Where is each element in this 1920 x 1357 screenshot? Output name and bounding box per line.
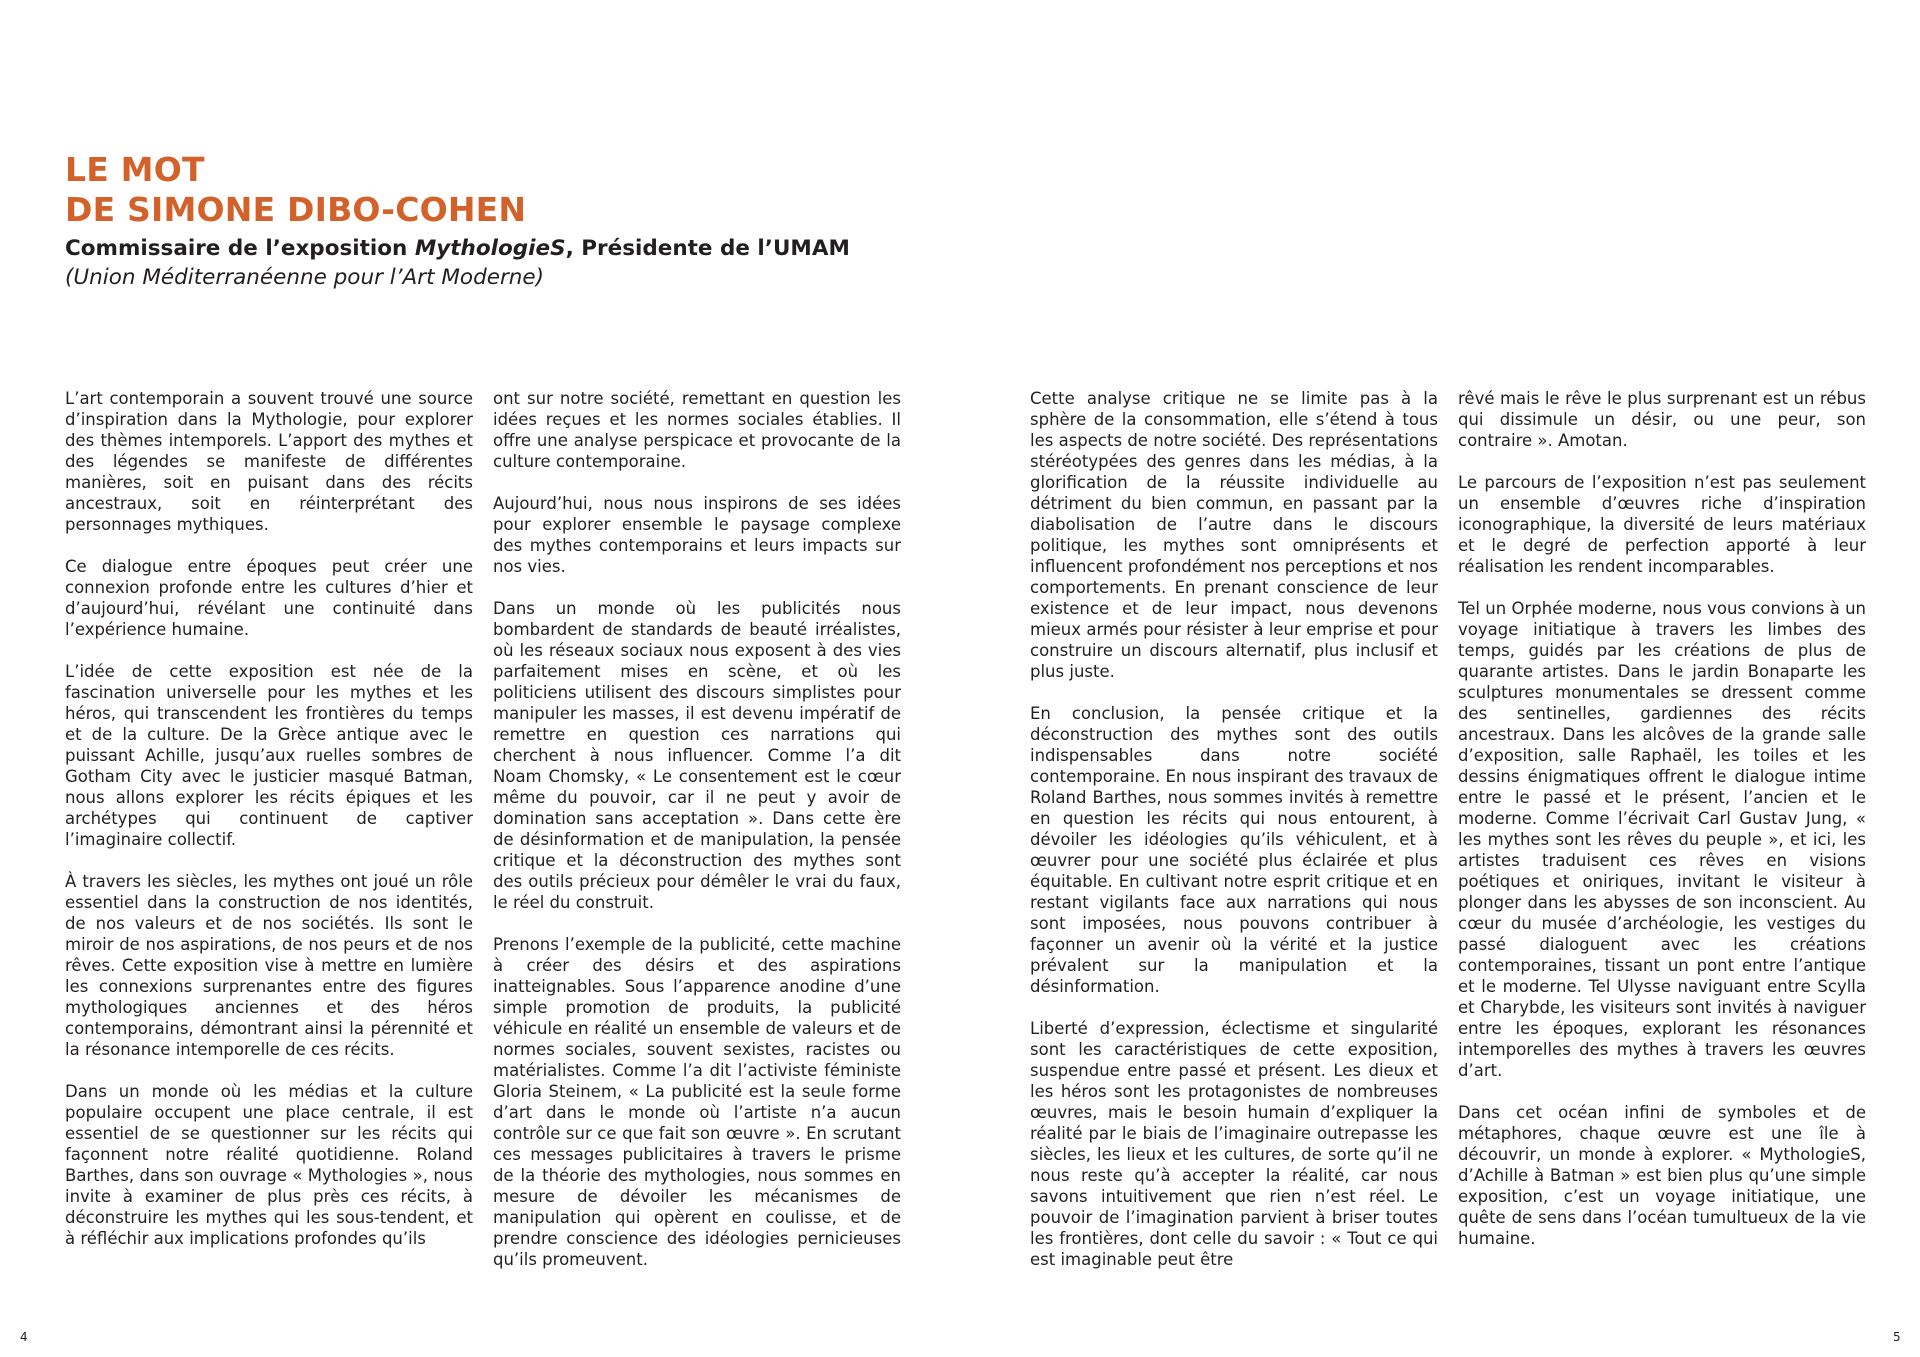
paragraph: En conclusion, la pensée critique et la déconstruction des mythes sont des outils indispensables dans notre société contemporaine. En nous inspirant des travaux de Roland Barthes, nous sommes invités à remettre en question les récits qui nous entourent, à dévoiler les idéologies qu’ils véhiculent, et à œuvrer pour une société plus éclairée et plus équitable. En cultivant notre esprit critique et en restant vigilants face aux narrations qui nous sont imposées, nous pouvons contribuer à façonner un avenir où la vérité et la justice prévalent sur la manipulation et la désinformation.: [1030, 704, 1439, 996]
text-column-3: [1030, 388, 1438, 1291]
paragraph: L’idée de cette exposition est née de la fascination universelle pour les mythes et les héros, qui transcendent les frontières du temps et de la culture. De la Grèce antique avec le puissant Achille, jusqu’aux ruelles sombres de Gotham City avec le justicier masqué Batman, nous allons explorer les récits épiques et les archétypes qui continuent de captiver l’imaginaire collectif.: [65, 662, 473, 849]
text-column-2: [493, 388, 901, 1291]
exhibition-name: MythologieS: [414, 236, 566, 261]
text-column-1: [65, 388, 473, 1270]
title-line-1: LE MOT: [65, 150, 205, 189]
paragraph: ont sur notre société, remettant en question les idées reçues et les normes sociales établies. Il offre une analyse perspicace et provocante de la culture contemporaine.: [493, 389, 901, 471]
paragraph: Dans un monde où les médias et la culture populaire occupent une place centrale, il est essentiel de se questionner sur les récits qui façonnent notre réalité quotidienne. Roland Barthes, dans son ouvrage « Mythologies », nous invite à examiner de plus près ces récits, à déconstruire les mythes qui les sous-tendent, et à réfléchir aux implications profondes qu’ils: [65, 1082, 473, 1248]
title-line-2: DE SIMONE DIBO-COHEN: [65, 190, 527, 229]
paragraph: Prenons l’exemple de la publicité, cette machine à créer des désirs et des aspirations inatteignables. Sous l’apparence anodine d’une simple promotion de produits, la publicité véhicule en réalité un ensemble de valeurs et de normes sociales, souvent sexistes, racistes ou matérialistes. Comme l’a dit l’activiste féministe Gloria Steinem, « La publicité est la seule forme d’art dans le monde où l’artiste n’a aucun contrôle sur ce que fait son œuvre ». En scrutant ces messages publicitaires à travers le prisme de la théorie des mythologies, nous sommes en mesure de dévoiler les mécanismes de manipulation qui opèrent en coulisse, et de prendre conscience des idéologies pernicieuses qu’ils promeuvent.: [493, 935, 901, 1269]
author-role: [65, 234, 850, 263]
paragraph: À travers les siècles, les mythes ont joué un rôle essentiel dans la construction de nos identités, de nos valeurs et de nos sociétés. Ils sont le miroir de nos aspirations, de nos peurs et de nos rêves. Cette exposition vise à mettre en lumière les connexions surprenantes entre des figures mythologiques anciennes et des héros contemporains, démontrant ainsi la pérennité et la résonance intemporelle de ces récits.: [65, 872, 473, 1059]
paragraph: Dans un monde où les publicités nous bombardent de standards de beauté irréalistes, où les réseaux sociaux nous exposent à des vies parfaitement mises en scène, et où les politiciens utilisent des discours simplistes pour manipuler les masses, il est devenu impératif de remettre en question ces narrations qui cherchent à nous influencer. Comme l’a dit Noam Chomsky, « Le consentement est le cœur même du pouvoir, car il ne peut y avoir de domination sans acceptation ». Dans cette ère de désinformation et de manipulation, la pensée critique et la déconstruction des mythes sont des outils précieux pour démêler le vrai du faux, le réel du construit.: [493, 599, 901, 912]
paragraph: Le parcours de l’exposition n’est pas seulement un ensemble d’œuvres riche d’inspiration iconographique, la diversité de leurs matériaux et le degré de perfection apporté à leur réalisation les rendent incomparables.: [1458, 473, 1866, 576]
organization-full-name: (Union Méditerranéenne pour l’Art Moderne): [65, 265, 545, 290]
page-number-left: 4: [20, 1330, 28, 1344]
paragraph: Liberté d’expression, éclectisme et singularité sont les caractéristiques de cette exposition, suspendue entre passé et présent. Les dieux et les héros sont les protagonistes de nombreuses œuvres, mais le besoin humain d’expliquer la réalité par le biais de l’imaginaire outrepasse les siècles, les lieux et les cultures, de sorte qu’il ne nous reste qu’à accepter la réalité, car nous savons intuitivement que rien n’est réel. Le pouvoir de l’imagination parvient à briser toutes les frontières, dont celle du savoir : « Tout ce qui est imaginable peut être: [1030, 1019, 1438, 1269]
article-heading: [65, 150, 850, 292]
paragraph: L’art contemporain a souvent trouvé une source d’inspiration dans la Mythologie, pour explorer des thèmes intemporels. L’apport des mythes et des légendes se manifeste de différentes manières, soit en puisant dans des récits ancestraux, soit en réinterprétant des personnages mythiques.: [65, 389, 473, 534]
paragraph: Aujourd’hui, nous nous inspirons de ses idées pour explorer ensemble le paysage complexe des mythes contemporains et leurs impacts sur nos vies.: [493, 494, 901, 576]
page-number-right: 5: [1893, 1330, 1901, 1344]
subtitle-prefix: Commissaire de l’exposition: [65, 236, 415, 261]
subtitle-suffix: , Présidente de l’UMAM: [565, 236, 850, 261]
page-title: [65, 150, 850, 230]
paragraph: Ce dialogue entre époques peut créer une connexion profonde entre les cultures d’hier et d’aujourd’hui, révélant une continuité dans l’expérience humaine.: [65, 557, 473, 639]
paragraph: Tel un Orphée moderne, nous vous convions à un voyage initiatique à travers les limbes des temps, guidés par les créations de plus de quarante artistes. Dans le jardin Bonaparte les sculptures monumentales se dressent comme des sentinelles, gardiennes des récits ancestraux. Dans les alcôves de la grande salle d’exposition, salle Raphaël, les toiles et les dessins énigmatiques offrent le dialogue intime entre le passé et le présent, l’ancien et le moderne. Comme l’écrivait Carl Gustav Jung, « les mythes sont les rêves du peuple », et ici, les artistes traduisent ces rêves en visions poétiques et oniriques, invitant le visiteur à plonger dans les abysses de son inconscient. Au cœur du musée d’archéologie, les vestiges du passé dialoguent avec les créations contemporaines, tissant un pont entre l’antique et le moderne. Tel Ulysse naviguant entre Scylla et Charybde, les visiteurs sont invités à naviguer entre les époques, explorant les résonances intemporelles des mythes à travers les œuvres d’art.: [1458, 599, 1866, 1080]
paragraph: rêvé mais le rêve le plus surprenant est un rébus qui dissimule un désir, ou une peur, son contraire ». Amotan.: [1458, 389, 1866, 450]
paragraph: Cette analyse critique ne se limite pas à la sphère de la consommation, elle s’étend à tous les aspects de notre société. Des représentations stéréotypées des genres dans les médias, à la glorification de la réussite individuelle au détriment du bien commun, en passant par la diabolisation de l’autre dans le discours politique, les mythes sont omniprésents et influencent profondément nos perceptions et nos comportements. En prenant conscience de leur existence et de leur impact, nous devenons mieux armés pour résister à leur emprise et pour construire un discours alternatif, plus inclusif et plus juste.: [1030, 389, 1438, 681]
text-column-4: [1458, 388, 1866, 1270]
paragraph: Dans cet océan infini de symboles et de métaphores, chaque œuvre est une île à découvrir, un monde à explorer. « MythologieS, d’Achille à Batman » est bien plus qu’une simple exposition, c’est un voyage initiatique, une quête de sens dans l’océan tumultueux de la vie humaine.: [1458, 1103, 1866, 1248]
